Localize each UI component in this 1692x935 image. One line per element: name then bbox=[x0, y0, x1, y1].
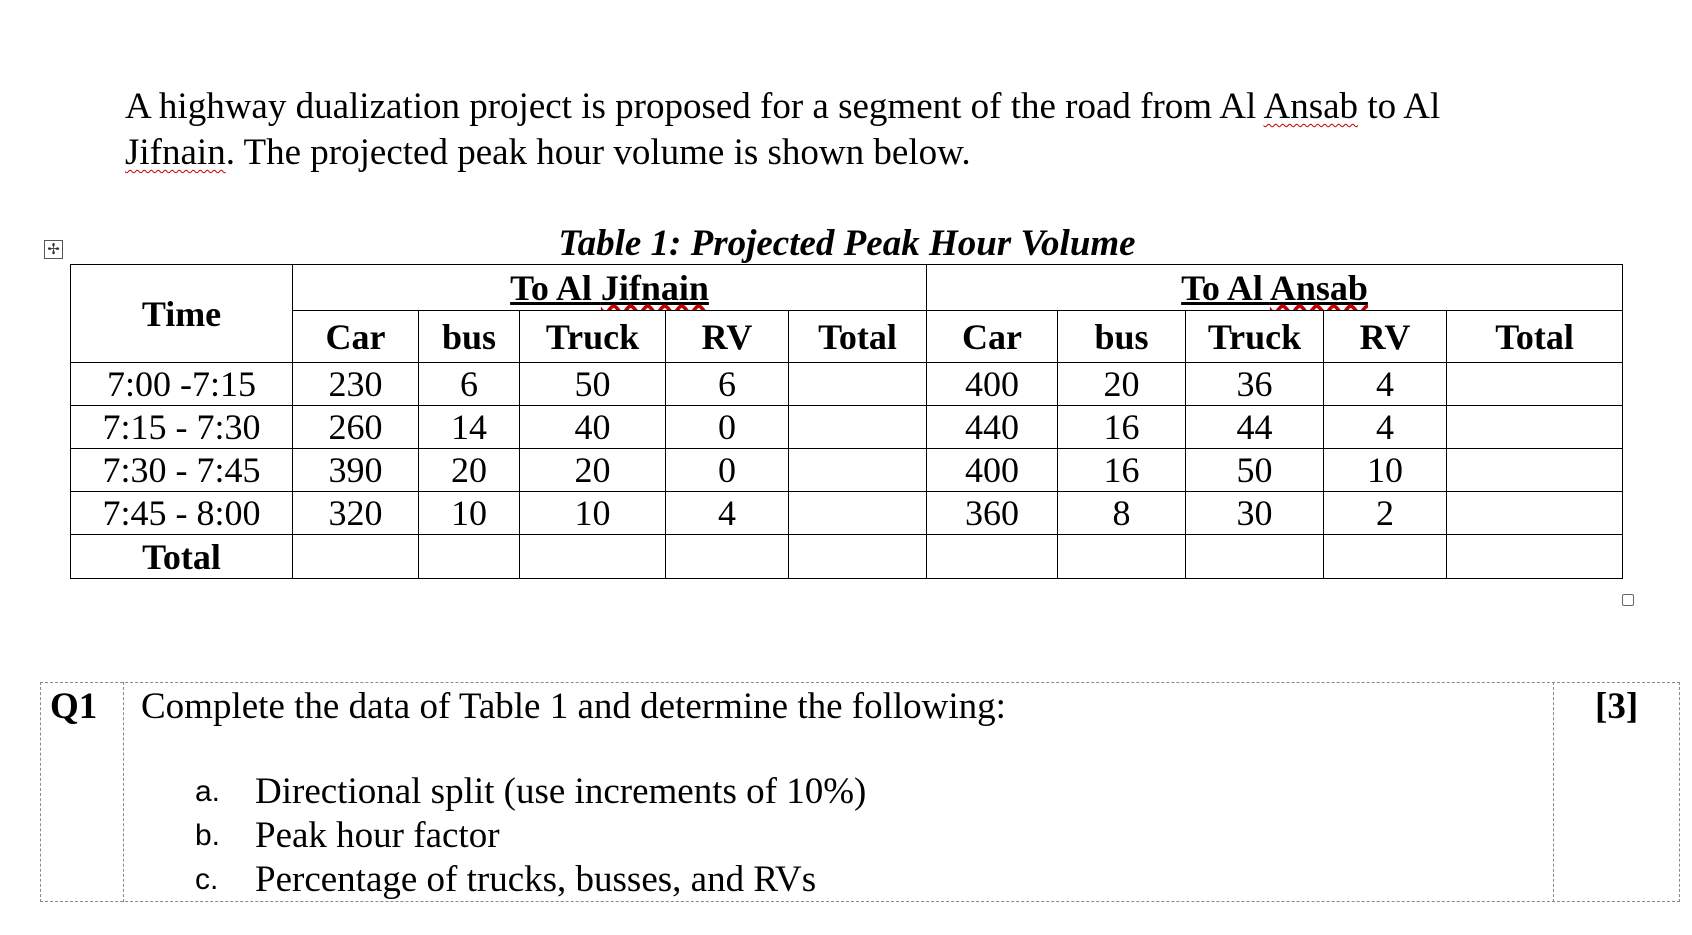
table-cell bbox=[789, 492, 927, 535]
time-cell: 7:45 - 8:00 bbox=[71, 492, 293, 535]
table-cell: 4 bbox=[1324, 406, 1447, 449]
question-text: Complete the data of Table 1 and determine the following: bbox=[141, 686, 1006, 727]
list-item-letter: b. bbox=[195, 819, 221, 852]
table-cell bbox=[789, 406, 927, 449]
table-cell: 400 bbox=[927, 449, 1058, 492]
column-header-row bbox=[71, 311, 1623, 363]
total-cell bbox=[927, 535, 1058, 579]
table-cell: 30 bbox=[1186, 492, 1324, 535]
total-cell bbox=[1058, 535, 1186, 579]
table-cell: 8 bbox=[1058, 492, 1186, 535]
table-cell bbox=[1447, 492, 1623, 535]
table-cell: 36 bbox=[1186, 363, 1324, 406]
table-cell: 0 bbox=[666, 449, 789, 492]
table-cell bbox=[1447, 363, 1623, 406]
table-cell: 50 bbox=[1186, 449, 1324, 492]
table-cell: 16 bbox=[1058, 449, 1186, 492]
table-row bbox=[71, 449, 1623, 492]
spelling-flag-ansab-header[interactable]: Ansab bbox=[1269, 267, 1368, 308]
time-cell: 7:15 - 7:30 bbox=[71, 406, 293, 449]
column-header: Car bbox=[293, 311, 419, 363]
total-cell bbox=[666, 535, 789, 579]
intro-text-2: to Al bbox=[1358, 86, 1441, 127]
total-cell bbox=[1324, 535, 1447, 579]
column-header: RV bbox=[666, 311, 789, 363]
column-header: RV bbox=[1324, 311, 1447, 363]
table-cell: 50 bbox=[520, 363, 666, 406]
table-cell: 2 bbox=[1324, 492, 1447, 535]
table-cell bbox=[789, 363, 927, 406]
list-item-text: Peak hour factor bbox=[255, 815, 500, 856]
table-cell: 440 bbox=[927, 406, 1058, 449]
table-cell: 4 bbox=[666, 492, 789, 535]
table-cell: 0 bbox=[666, 406, 789, 449]
table-cell bbox=[1447, 406, 1623, 449]
total-cell bbox=[1447, 535, 1623, 579]
time-cell: 7:00 -7:15 bbox=[71, 363, 293, 406]
table-cell: 400 bbox=[927, 363, 1058, 406]
question-number: Q1 bbox=[50, 686, 98, 727]
direction-header-ansab: To Al Ansab bbox=[927, 265, 1623, 311]
column-header: bus bbox=[419, 311, 520, 363]
list-item-text: Directional split (use increments of 10%) bbox=[255, 771, 867, 812]
total-row bbox=[71, 535, 1623, 579]
total-cell bbox=[520, 535, 666, 579]
total-row-label: Total bbox=[71, 535, 293, 579]
table-cell: 44 bbox=[1186, 406, 1324, 449]
table-cell: 20 bbox=[520, 449, 666, 492]
table-cell: 4 bbox=[1324, 363, 1447, 406]
table-resize-handle-icon[interactable] bbox=[1622, 594, 1634, 606]
column-header: Total bbox=[1447, 311, 1623, 363]
table-cell bbox=[1447, 449, 1623, 492]
spelling-flag-jifnain-header[interactable]: Jifnain bbox=[600, 267, 709, 308]
time-cell: 7:30 - 7:45 bbox=[71, 449, 293, 492]
column-header: Car bbox=[927, 311, 1058, 363]
table-cell: 20 bbox=[419, 449, 520, 492]
total-cell bbox=[419, 535, 520, 579]
table-cell: 10 bbox=[1324, 449, 1447, 492]
direction-header-jifnain: To Al Jifnain bbox=[293, 265, 927, 311]
table-cell: 20 bbox=[1058, 363, 1186, 406]
list-item-letter: a. bbox=[195, 775, 221, 808]
table-cell: 14 bbox=[419, 406, 520, 449]
total-cell bbox=[293, 535, 419, 579]
spelling-flag-ansab[interactable]: Ansab bbox=[1263, 86, 1359, 127]
table-move-handle-icon[interactable]: ✢ bbox=[44, 240, 63, 259]
peak-hour-volume-table bbox=[70, 264, 1623, 579]
table-cell: 10 bbox=[419, 492, 520, 535]
table-cell: 360 bbox=[927, 492, 1058, 535]
table-row bbox=[71, 406, 1623, 449]
intro-text-1: A highway dualization project is proposed for a segment of the road from Al bbox=[125, 86, 1264, 127]
column-header: Truck bbox=[520, 311, 666, 363]
total-cell bbox=[789, 535, 927, 579]
table-cell: 230 bbox=[293, 363, 419, 406]
spelling-flag-jifnain[interactable]: Jifnain bbox=[125, 132, 226, 173]
table-cell: 6 bbox=[419, 363, 520, 406]
table-cell: 6 bbox=[666, 363, 789, 406]
table-cell: 320 bbox=[293, 492, 419, 535]
time-header: Time bbox=[71, 265, 293, 363]
column-header: bus bbox=[1058, 311, 1186, 363]
intro-paragraph bbox=[125, 84, 1545, 176]
column-header: Total bbox=[789, 311, 927, 363]
question-marks: [3] bbox=[1595, 686, 1639, 727]
intro-text-3: . The projected peak hour volume is shown below. bbox=[225, 132, 971, 173]
table-row bbox=[71, 363, 1623, 406]
table-cell: 16 bbox=[1058, 406, 1186, 449]
table-cell bbox=[789, 449, 927, 492]
table-cell: 260 bbox=[293, 406, 419, 449]
table-cell: 40 bbox=[520, 406, 666, 449]
table-row bbox=[71, 492, 1623, 535]
table-cell: 390 bbox=[293, 449, 419, 492]
total-cell bbox=[1186, 535, 1324, 579]
list-item-text: Percentage of trucks, busses, and RVs bbox=[255, 859, 817, 900]
table-caption: Table 1: Projected Peak Hour Volume bbox=[558, 223, 1136, 264]
column-header: Truck bbox=[1186, 311, 1324, 363]
table-cell: 10 bbox=[520, 492, 666, 535]
list-item-letter: c. bbox=[195, 863, 219, 896]
